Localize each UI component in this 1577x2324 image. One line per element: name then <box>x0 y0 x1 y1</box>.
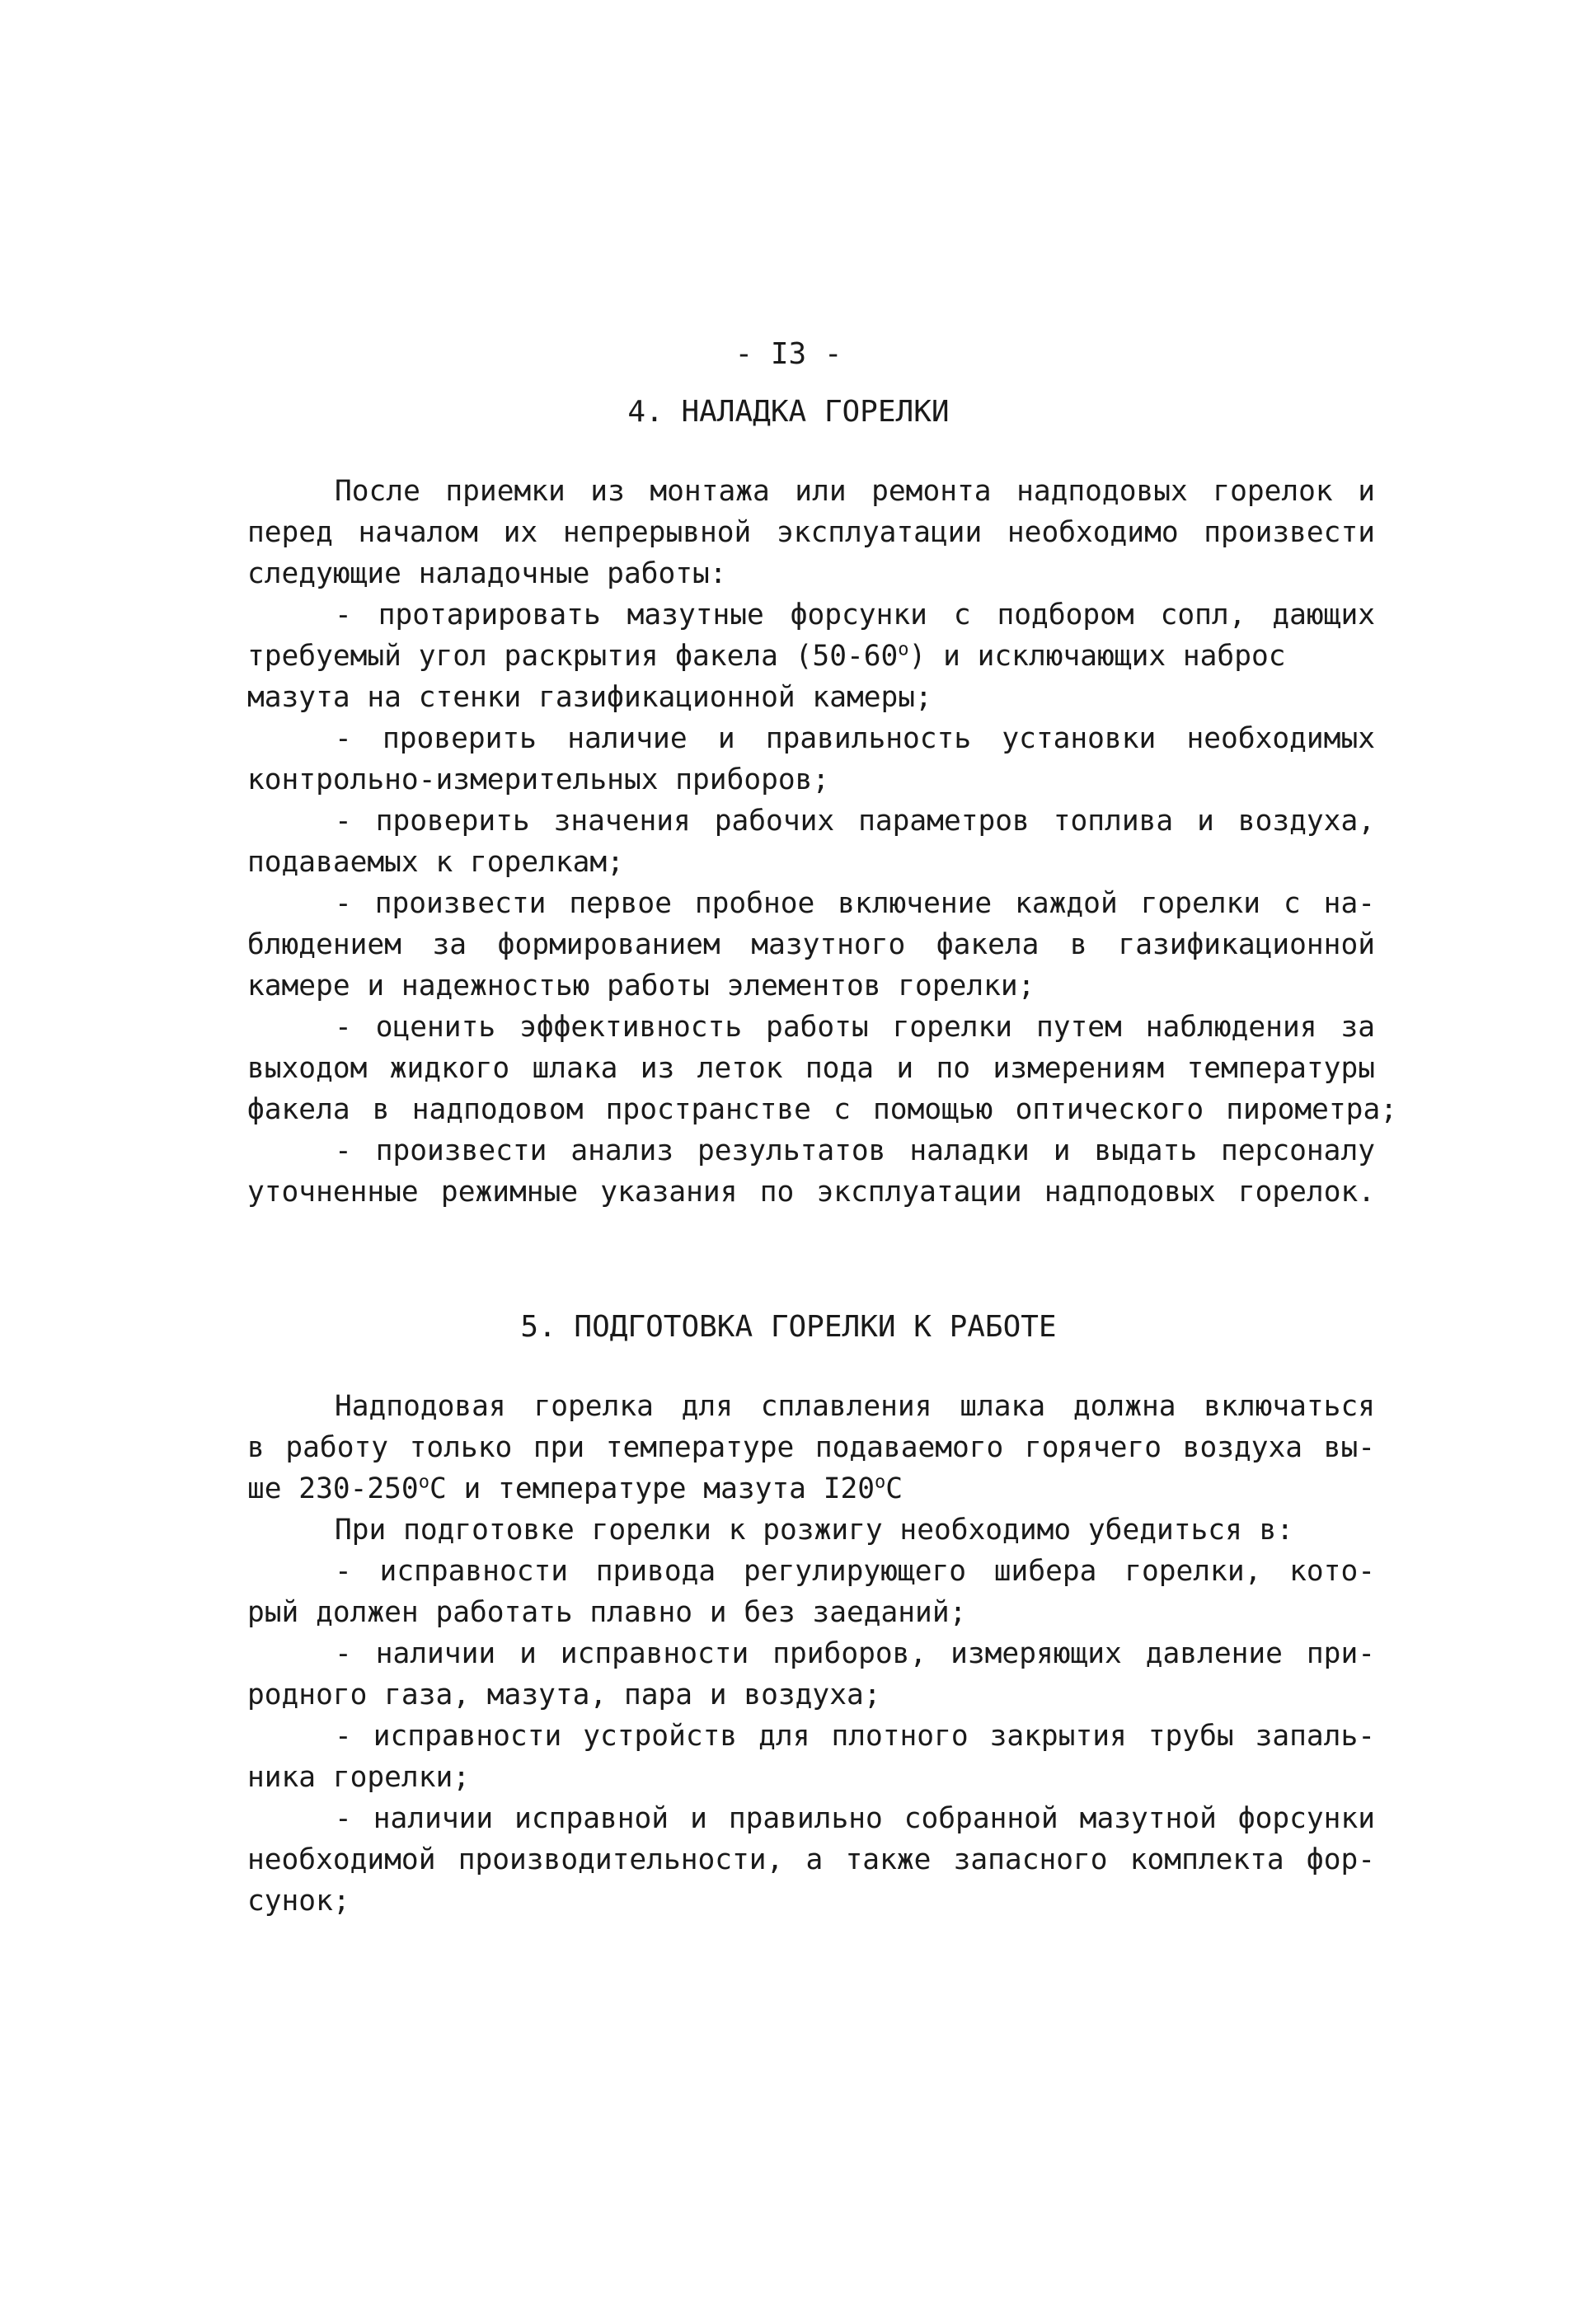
line-text: ) и исключающих наброс <box>908 640 1286 673</box>
paragraph-line: После приемки из монтажа или ремонта надподовых горелок и <box>335 475 1375 508</box>
list-item-line: уточненные режимные указания по эксплуатации надподовых горелок. <box>247 1176 1375 1209</box>
degree-superscript: о <box>875 1472 886 1493</box>
list-item-line: ника горелки; <box>247 1761 471 1794</box>
list-item-line: блюдением за формированием мазутного факела в газификационной <box>247 928 1375 961</box>
list-item-line: - исправности устройств для плотного закрытия трубы запаль- <box>335 1720 1375 1753</box>
list-item-line: мазута на стенки газификационной камеры; <box>247 681 932 714</box>
list-item-line: - наличии исправной и правильно собранной мазутной форсунки <box>335 1802 1375 1835</box>
list-item-line: - проверить наличие и правильность установки необходимых <box>335 722 1375 755</box>
paragraph-line: следующие наладочные работы: <box>247 557 727 590</box>
list-item-line <box>247 636 1375 677</box>
list-item-line: - наличии и исправности приборов, измеряющих давление при- <box>335 1637 1375 1670</box>
list-item-line: - оценить эффективность работы горелки путем наблюдения за <box>335 1011 1375 1044</box>
line-text: С <box>885 1472 903 1505</box>
paragraph-line: При подготовке горелки к розжигу необходимо убедиться в: <box>335 1514 1294 1547</box>
degree-superscript: о <box>418 1472 429 1493</box>
list-item-line: необходимой производительности, а также запасного комплекта фор- <box>247 1843 1375 1876</box>
list-item-line: - протарировать мазутные форсунки с подбором сопл, дающих <box>335 599 1375 631</box>
section-4-title: 4. НАЛАДКА ГОРЕЛКИ <box>627 395 950 429</box>
list-item-line: сунок; <box>247 1885 350 1918</box>
list-item-line: камере и надежностью работы элементов горелки; <box>247 970 1035 1002</box>
list-item-line: подаваемых к горелкам; <box>247 846 624 879</box>
line-text: ше 230-250 <box>247 1472 419 1505</box>
paragraph-line: в работу только при температуре подаваемого горячего воздуха вы- <box>247 1431 1375 1464</box>
list-item-line: - проверить значения рабочих параметров топлива и воздуха, <box>335 805 1375 838</box>
list-item-line: - исправности привода регулирующего шибера горелки, кото- <box>335 1555 1375 1588</box>
section-5-title: 5. ПОДГОТОВКА ГОРЕЛКИ К РАБОТЕ <box>520 1310 1057 1344</box>
list-item-line: контрольно-измерительных приборов; <box>247 763 830 796</box>
list-item-line: - произвести анализ результатов наладки и выдать персоналу <box>335 1134 1375 1167</box>
list-item-line: факела в надподовом пространстве с помощью оптического пирометра; <box>247 1093 1397 1126</box>
list-item-line: - произвести первое пробное включение каждой горелки с на- <box>335 887 1375 920</box>
line-text: требуемый угол раскрытия факела (50-60 <box>247 640 899 673</box>
paragraph-line: перед началом их непрерывной эксплуатации необходимо произвести <box>247 516 1375 549</box>
list-item-line: рый должен работать плавно и без заеданий; <box>247 1596 967 1629</box>
list-item-line: выходом жидкого шлака из леток пода и по измерениям температуры <box>247 1052 1375 1085</box>
degree-superscript: о <box>898 639 909 660</box>
page-number: - I3 - <box>735 337 842 371</box>
paragraph-line <box>247 1468 903 1509</box>
line-text: С и температуре мазута I20 <box>429 1472 875 1505</box>
paragraph-line: Надподовая горелка для сплавления шлака должна включаться <box>335 1390 1375 1423</box>
list-item-line: родного газа, мазута, пара и воздуха; <box>247 1678 881 1711</box>
